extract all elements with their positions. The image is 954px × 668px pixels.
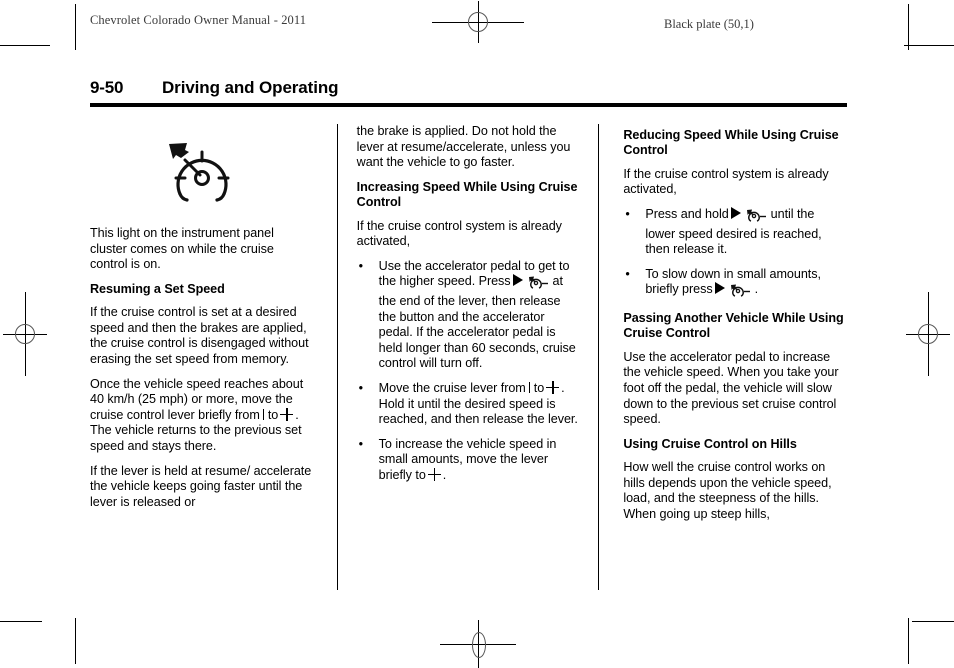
list-item bbox=[623, 267, 847, 302]
lever-plus-icon bbox=[428, 468, 441, 481]
cruise-set-button-icon bbox=[528, 275, 550, 294]
chapter-title: Driving and Operating bbox=[162, 78, 339, 97]
page-number: 9-50 bbox=[90, 78, 124, 97]
paragraph-brake-continuation: the brake is applied. Do not hold the lever at resume/accelerate, unless you want the vehicle to go faster. bbox=[356, 124, 571, 170]
trim-mark-top-left-vertical bbox=[75, 4, 76, 50]
paragraph-hills: How well the cruise control works on hills depends upon the vehicle speed, load, and the steepness of the hills. When going up steep hills, bbox=[623, 460, 832, 521]
press-triangle-icon bbox=[731, 207, 741, 219]
increase-speed-bullet-list bbox=[357, 259, 581, 484]
list-item bbox=[357, 437, 581, 484]
body-columns bbox=[90, 124, 847, 592]
resume-from-label: from bbox=[234, 407, 260, 422]
paragraph-resume-speed bbox=[90, 377, 314, 455]
trim-mark-bottom-left-horizontal bbox=[0, 621, 42, 622]
heading-passing-another-vehicle: Passing Another Vehicle While Using Cruise Control bbox=[623, 310, 844, 341]
trim-mark-bottom-right-horizontal bbox=[912, 621, 954, 622]
paragraph-resume-brakes: If the cruise control is set at a desired speed and then the brakes are applied, the cruise control is disengaged without erasing the set speed from memory. bbox=[90, 305, 309, 366]
bullet-dot-icon: • bbox=[625, 207, 630, 221]
resume-tail-text: . The vehicle returns to the previous set speed and stays there. bbox=[90, 407, 302, 453]
paragraph-reduce-intro: If the cruise control system is already activated, bbox=[623, 166, 829, 197]
running-head-manual-title: Chevrolet Colorado Owner Manual - 2011 bbox=[90, 13, 307, 27]
press-triangle-icon bbox=[513, 274, 523, 286]
bullet-3-pre: To increase the vehicle speed in small amounts, move the lever briefly to bbox=[378, 436, 557, 482]
heading-reducing-speed: Reducing Speed While Using Cruise Control bbox=[623, 128, 839, 158]
bullet-dot-icon: • bbox=[358, 436, 364, 451]
bullet-1-post: at the end of the lever, then release the button and the accelerator pedal. If the accelerator pedal is held longer than 60 seconds, cruise control will turn off. bbox=[378, 274, 576, 371]
bullet-3-post: . bbox=[442, 467, 447, 482]
lever-plus-icon bbox=[546, 381, 559, 394]
lever-detent-bar-icon bbox=[529, 382, 530, 393]
bullet-2-post: . Hold it until the desired speed is reached, and then release the lever. bbox=[378, 380, 578, 427]
telltale-caption: This light on the instrument panel cluster comes on while the cruise control is on. bbox=[90, 226, 274, 272]
reduce-bullet-2-pre: To slow down in small amounts, briefly press bbox=[645, 266, 821, 297]
trim-mark-bottom-left-vertical bbox=[75, 618, 76, 664]
heading-resuming-a-set-speed: Resuming a Set Speed bbox=[90, 281, 225, 296]
bullet-dot-icon: • bbox=[358, 258, 364, 273]
press-triangle-icon bbox=[715, 282, 725, 294]
paragraph-passing: Use the accelerator pedal to increase the vehicle speed. When you take your foot off the pedal, the vehicle will slow down to the previous set cruise control speed. bbox=[623, 349, 839, 427]
trim-mark-top-right-vertical bbox=[908, 4, 909, 50]
paragraph-lever-held: If the lever is held at resume/ accelerate the vehicle keeps going faster until the lever is released or bbox=[90, 463, 312, 509]
heading-cruise-control-on-hills: Using Cruise Control on Hills bbox=[623, 436, 797, 451]
list-item bbox=[357, 259, 581, 372]
list-item bbox=[623, 207, 847, 258]
list-item bbox=[357, 381, 581, 428]
reduce-bullet-1-post: until the lower speed desired is reached, then release it. bbox=[645, 207, 822, 257]
running-head-plate-info: Black plate (50,1) bbox=[664, 17, 754, 31]
column-3 bbox=[600, 124, 847, 592]
bullet-2-pre: Move the cruise lever from bbox=[378, 380, 526, 395]
trim-mark-top-left-horizontal bbox=[0, 45, 50, 46]
bullet-1-pre: Use the accelerator pedal to get to the higher speed. Press bbox=[378, 258, 570, 289]
lever-plus-icon bbox=[280, 408, 293, 421]
trim-mark-bottom-right-vertical bbox=[908, 618, 909, 664]
bullet-dot-icon: • bbox=[358, 380, 364, 395]
trim-mark-top-right-horizontal bbox=[904, 45, 954, 46]
paragraph-resume-speed-text: Once the vehicle speed reaches about 40 km/h (25 mph) or more, move the cruise control lever briefly bbox=[90, 376, 304, 422]
heading-increasing-speed: Increasing Speed While Using Cruise Control bbox=[356, 179, 578, 210]
column-2 bbox=[334, 124, 601, 592]
cruise-control-telltale-icon bbox=[164, 138, 240, 202]
reduce-speed-bullet-list bbox=[623, 207, 847, 302]
paragraph-increase-intro: If the cruise control system is already activated, bbox=[356, 218, 562, 249]
column-1 bbox=[90, 124, 334, 592]
page-title bbox=[90, 78, 847, 98]
cruise-control-telltale-figure bbox=[90, 124, 314, 226]
reduce-bullet-1-pre: Press and hold bbox=[645, 207, 729, 221]
column-divider-2 bbox=[598, 124, 599, 590]
bullet-dot-icon: • bbox=[625, 266, 630, 281]
reduce-bullet-2-post: . bbox=[754, 282, 759, 297]
resume-to-label: to bbox=[267, 407, 279, 422]
bullet-2-mid: to bbox=[533, 380, 545, 395]
title-underline-rule bbox=[90, 103, 847, 107]
cruise-set-button-icon bbox=[730, 283, 752, 302]
lever-detent-bar-icon bbox=[263, 409, 264, 420]
cruise-set-button-icon bbox=[746, 208, 768, 227]
